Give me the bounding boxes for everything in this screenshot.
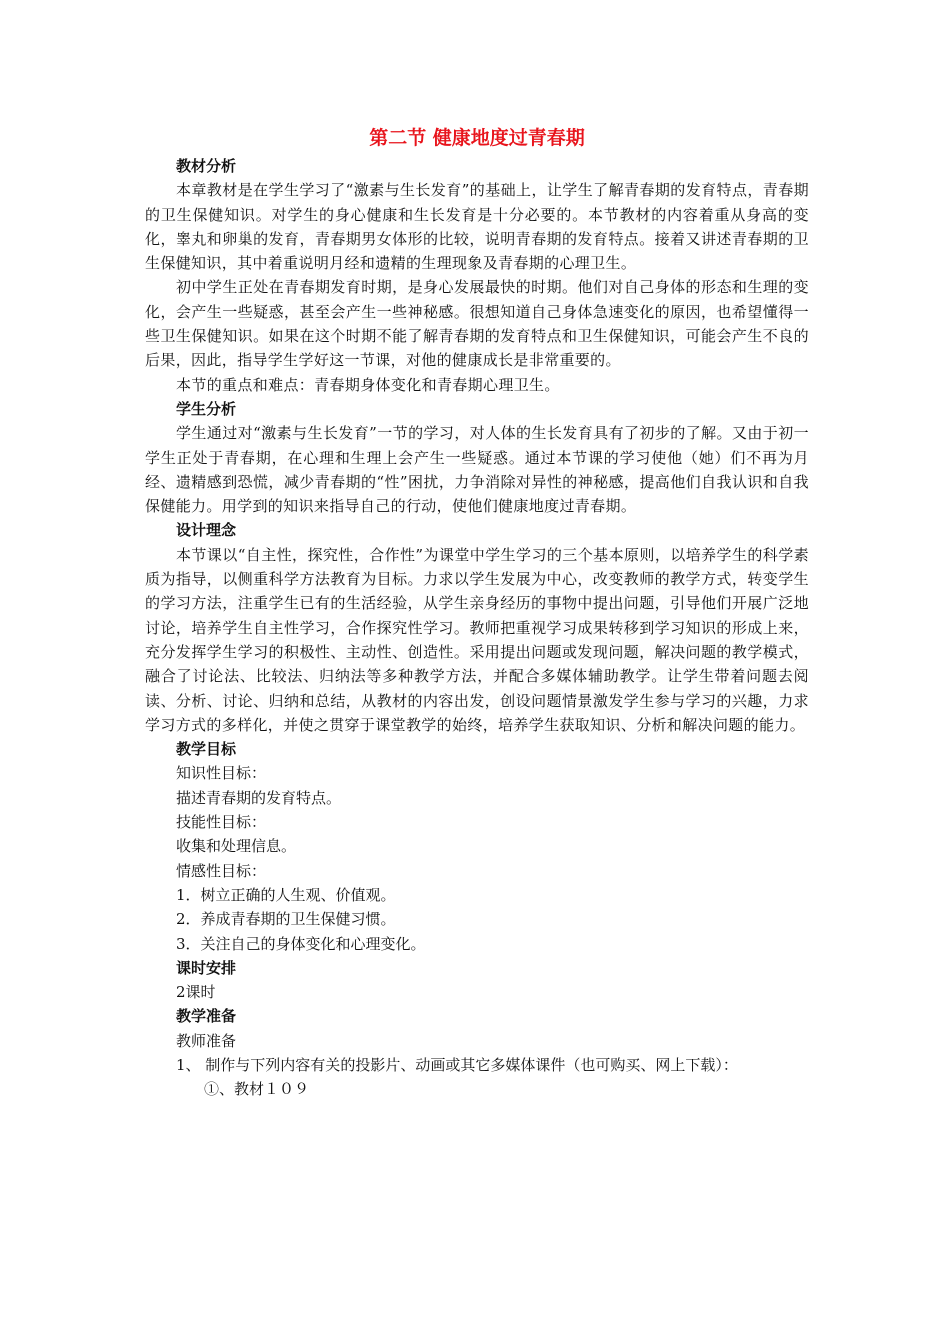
objective-line: 技能性目标： (176, 813, 267, 832)
preparation-sub: 教师准备 (176, 1031, 237, 1050)
preparation-item: 1、 制作与下列内容有关的投影片、动画或其它多媒体课件（也可购买、网上下载）： (176, 1055, 738, 1074)
paragraph: 初中学生正处在青春期发育时期，是身心发展最快的时期。他们对自己身体的形态和生理的变化，会产生一些疑惑，甚至会产生一些神秘感。很想知道自己身体急速变化的原因，也希望懂得一些卫生保健知识。如果在这个时期不能了解青春期的发育特点和卫生保健知识，可能会产生不良的后果，因此，指导学生学好这一节课，对他的健康成长是非常重要的。 (145, 278, 809, 370)
schedule-text: 2课时 (176, 983, 216, 1002)
page-title: 第二节 健康地度过青春期 (369, 127, 585, 149)
paragraph: 本节的重点和难点：青春期身体变化和青春期心理卫生。 (176, 375, 560, 394)
section-heading-schedule: 课时安排 (176, 958, 237, 977)
preparation-subitem: ①、教材１０９ (204, 1080, 310, 1099)
paragraph: 本节课以“自主性，探究性，合作性”为课堂中学生学习的三个基本原则，以培养学生的科学素质为指导，以侧重科学方法教育为目标。力求以学生发展为中心，改变教师的教学方式，转变学生的学习方法，注重学生已有的生活经验，从学生亲身经历的事物中提出问题，引导他们开展广泛地讨论，培养学生自主性学习，合作探究性学习。教师把重视学习成果转移到学习知识的形成上来，充分发挥学生学习的积极性、主动性、创造性。采用提出问题或发现问题，解决问题的教学模式，融合了讨论法、比较法、归纳法等多种教学方法，并配合多媒体辅助教学。让学生带着问题去阅读、分析、讨论、归纳和总结，从教材的内容出发，创设问题情景激发学生参与学习的兴趣，力求学习方式的多样化，并使之贯穿于课堂教学的始终，培养学生获取知识、分析和解决问题的能力。 (145, 545, 809, 734)
objective-line: 情感性目标： (176, 861, 267, 880)
paragraph: 学生通过对“激素与生长发育”一节的学习，对人体的生长发育具有了初步的了解。又由于初一学生正处于青春期，在心理和生理上会产生一些疑惑。通过本节课的学习使他（她）们不再为月经、遗精感到恐慌，减少青春期的“性”困扰，力争消除对异性的神秘感，提高他们自我认识和自我保健能力。用学到的知识来指导自己的行动，使他们健康地度过青春期。 (145, 424, 809, 516)
objective-line: 收集和处理信息。 (176, 837, 297, 856)
section-heading-objectives: 教学目标 (176, 740, 237, 759)
objective-line: 知识性目标： (176, 764, 267, 783)
document-page (145, 124, 809, 1102)
objective-line: 1．树立正确的人生观、价值观。 (176, 885, 396, 904)
objective-line: 描述青春期的发育特点。 (176, 788, 342, 807)
paragraph: 本章教材是在学生学习了“激素与生长发育”的基础上，让学生了解青春期的发育特点，青春期的卫生保健知识。对学生的身心健康和生长发育是十分必要的。本节教材的内容着重从身高的变化，睾丸和卵巢的发育，青春期男女体形的比较，说明青春期的发育特点。接着又讲述青春期的卫生保健知识，其中着重说明月经和遗精的生理现象及青春期的心理卫生。 (145, 181, 809, 273)
section-heading-student-analysis: 学生分析 (176, 399, 237, 418)
section-heading-textbook-analysis: 教材分析 (176, 157, 237, 175)
objective-line: 2．养成青春期的卫生保健习惯。 (176, 910, 396, 929)
section-heading-preparation: 教学准备 (176, 1007, 237, 1026)
objective-line: 3．关注自己的身体变化和心理变化。 (176, 934, 426, 953)
section-heading-design-concept: 设计理念 (176, 521, 237, 540)
